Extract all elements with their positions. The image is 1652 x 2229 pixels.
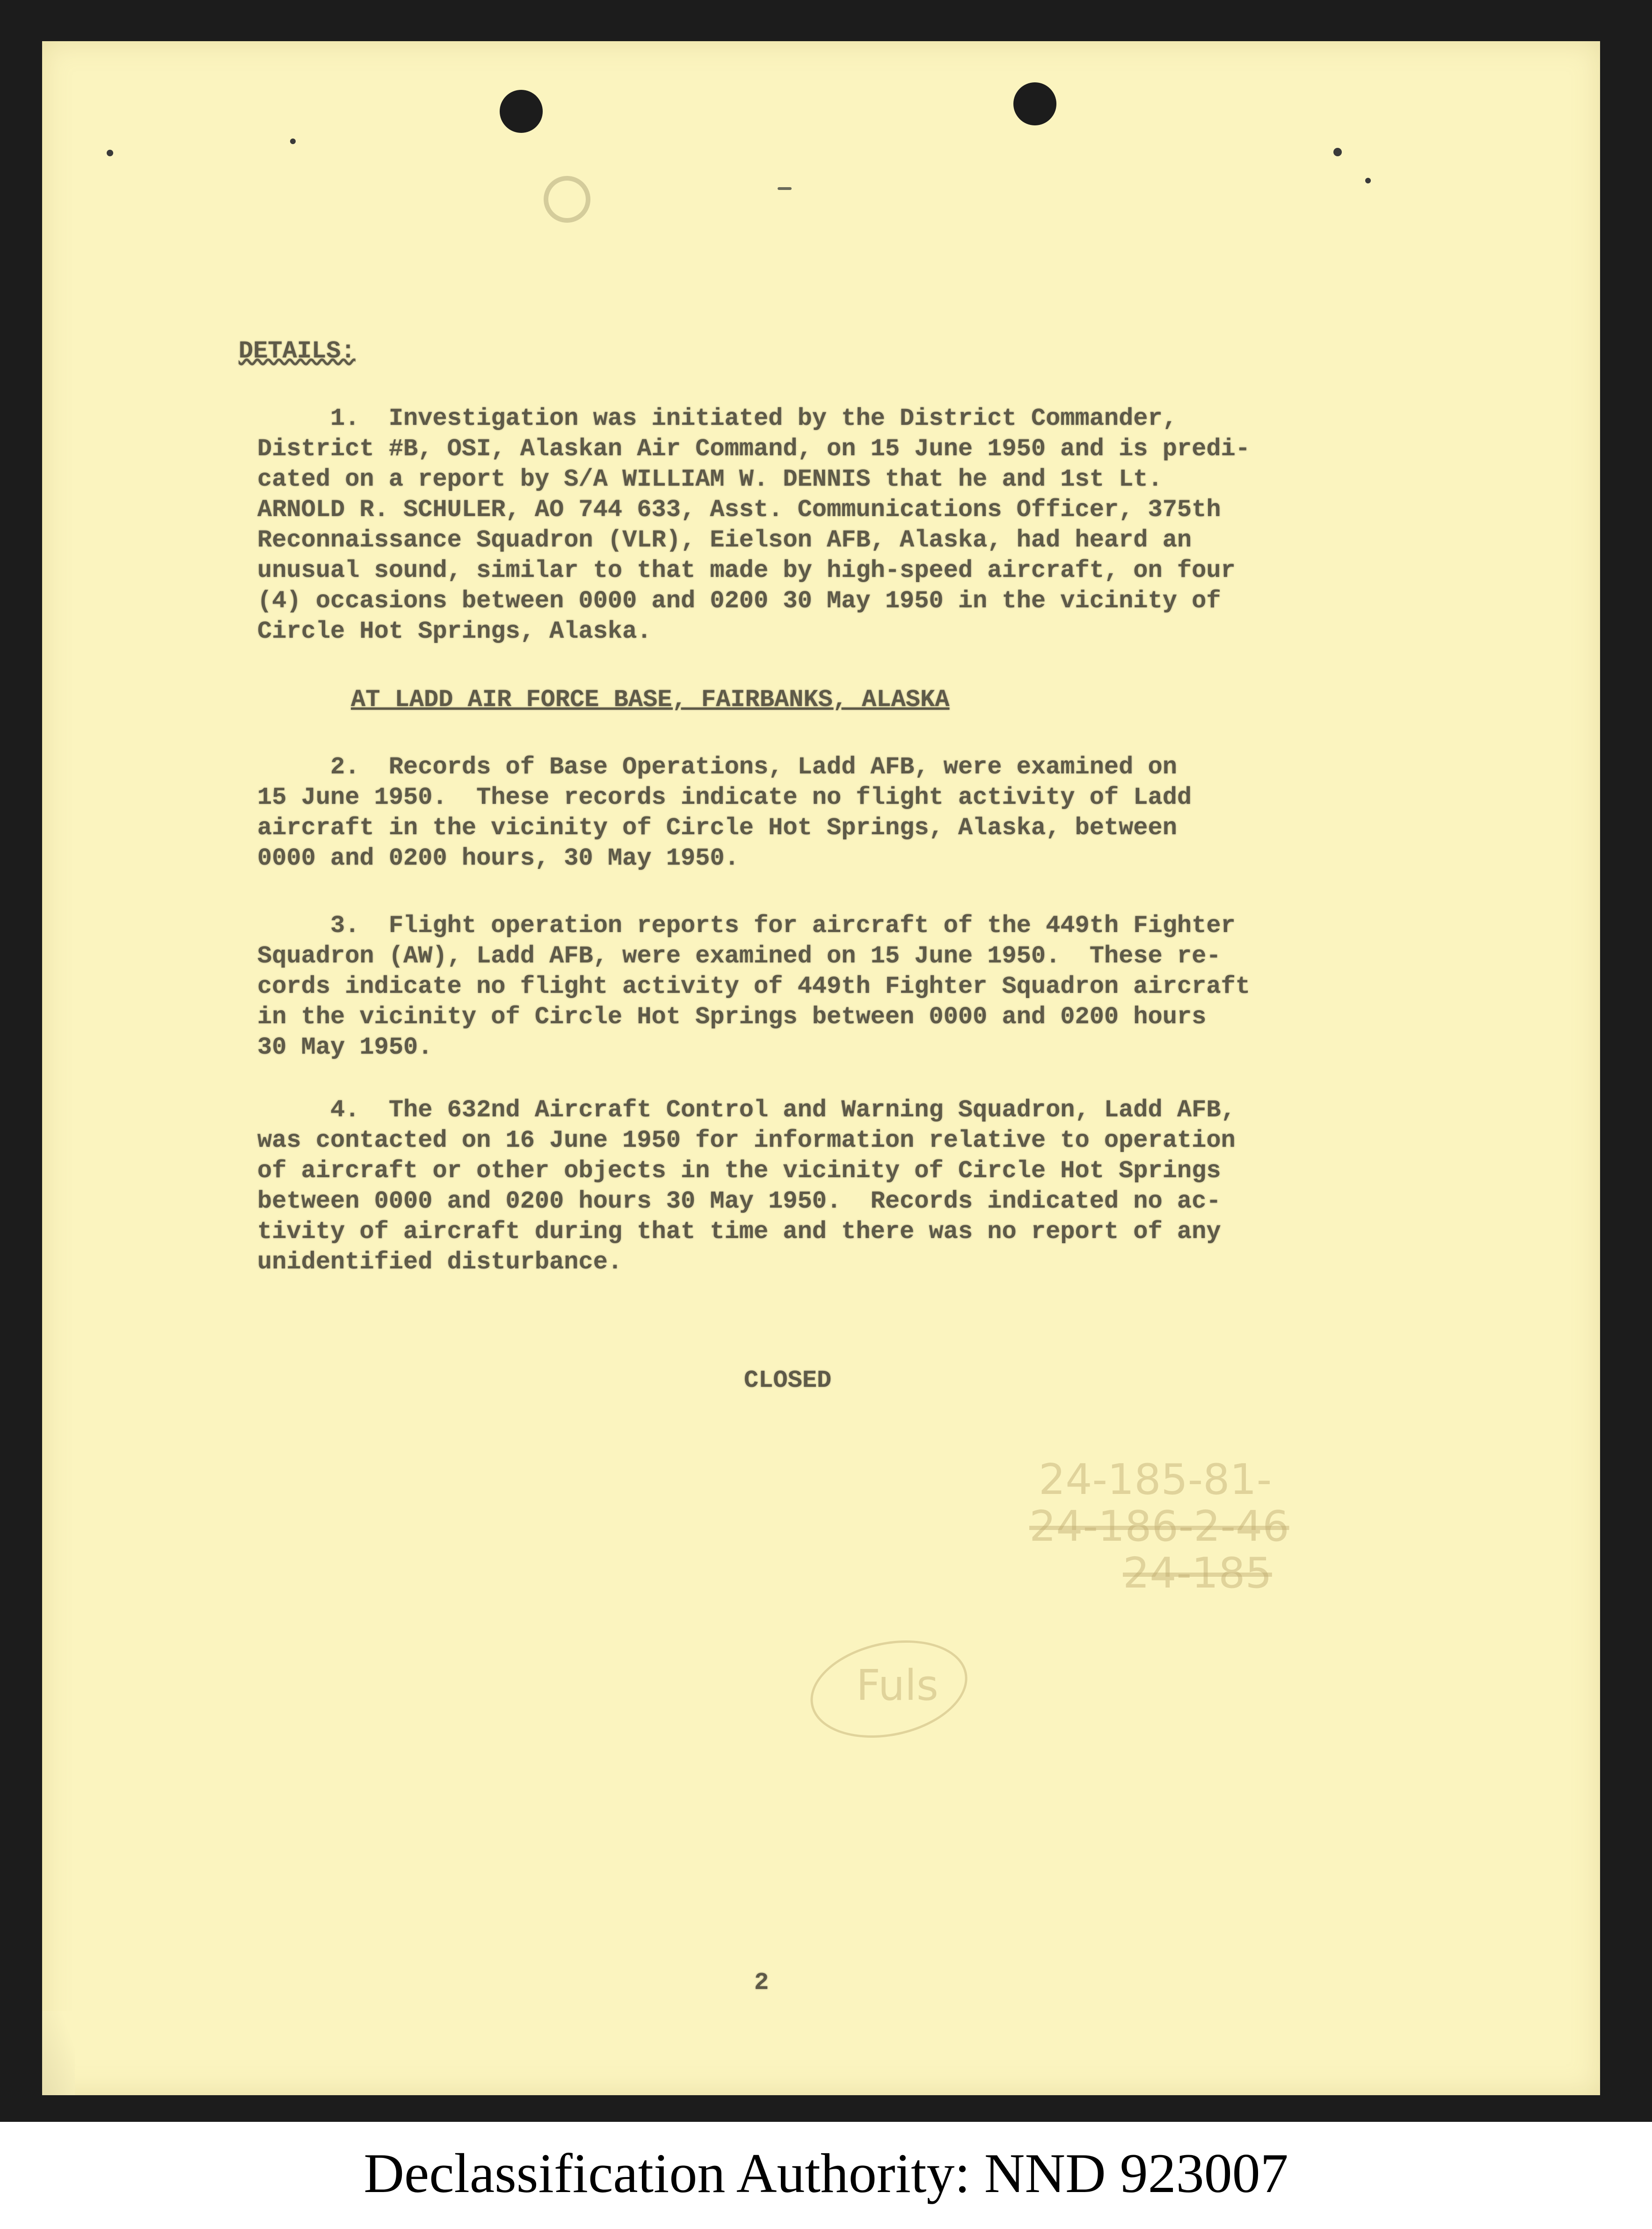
speck [1365,178,1371,183]
pencil-circled-note: Fuls [856,1661,939,1710]
paragraph-line: Circle Hot Springs, Alaska. [257,618,652,645]
paragraph-line: 30 May 1950. [257,1034,433,1061]
declassification-authority: Declassification Authority: NND 923007 [364,2142,1288,2204]
paragraph-line: cated on a report by S/A WILLIAM W. DENNIS that he and 1st Lt. [257,466,1163,493]
paragraph-line: unidentified disturbance. [257,1248,623,1276]
page-number: 2 [754,1969,769,1996]
section-heading: AT LADD AIR FORCE BASE, FAIRBANKS, ALASKA [351,686,950,714]
paragraph-line: ARNOLD R. SCHULER, AO 744 633, Asst. Communications Officer, 375th [257,496,1221,524]
paragraph-line: 15 June 1950. These records indicate no flight activity of Ladd [257,784,1192,811]
paragraph-line: between 0000 and 0200 hours 30 May 1950. Records indicated no ac- [257,1187,1221,1215]
paragraph-line: cords indicate no flight activity of 449th Fighter Squadron aircraft [257,973,1250,1000]
paragraph-line: tivity of aircraft during that time and there was no report of any [257,1218,1221,1246]
speck [290,138,296,144]
details-heading: DETAILS: [239,337,356,365]
pencil-note-struck: 24-185 [1123,1549,1272,1598]
paragraph-line: 0000 and 0200 hours, 30 May 1950. [257,845,739,872]
pencil-note: 24-185-81- [1039,1455,1272,1504]
speck [1333,148,1342,156]
punch-hole-right [1013,82,1056,125]
ghost-punch-mark [544,176,590,223]
paragraph-line: 3. Flight operation reports for aircraft of the 449th Fighter [257,912,1236,940]
paragraph-line: 4. The 632nd Aircraft Control and Warning Squadron, Ladd AFB, [257,1096,1236,1124]
closed-marker: CLOSED [744,1367,832,1394]
folded-corner [42,2011,75,2095]
paragraph-line: 1. Investigation was initiated by the District Commander, [257,405,1177,432]
pencil-note-struck: 24-186-2-46 [1029,1502,1289,1551]
paragraph-line: aircraft in the vicinity of Circle Hot Springs, Alaska, between [257,814,1177,842]
paragraph-line: 2. Records of Base Operations, Ladd AFB, were examined on [257,753,1177,781]
speck [107,150,113,156]
punch-hole-left [500,90,543,133]
paragraph-line: unusual sound, similar to that made by high-speed aircraft, on four [257,557,1236,584]
paragraph-line: in the vicinity of Circle Hot Springs between 0000 and 0200 hours [257,1003,1207,1031]
speck [778,187,792,190]
paragraph-line: District #B, OSI, Alaskan Air Command, on 15 June 1950 and is predi- [257,435,1250,463]
paragraph-line: (4) occasions between 0000 and 0200 30 May 1950 in the vicinity of [257,587,1221,615]
paragraph-line: Reconnaissance Squadron (VLR), Eielson AFB, Alaska, had heard an [257,526,1192,554]
paragraph-line: was contacted on 16 June 1950 for information relative to operation [257,1127,1236,1154]
paragraph-line: of aircraft or other objects in the vicinity of Circle Hot Springs [257,1157,1221,1185]
paragraph-line: Squadron (AW), Ladd AFB, were examined on 15 June 1950. These re- [257,942,1221,970]
